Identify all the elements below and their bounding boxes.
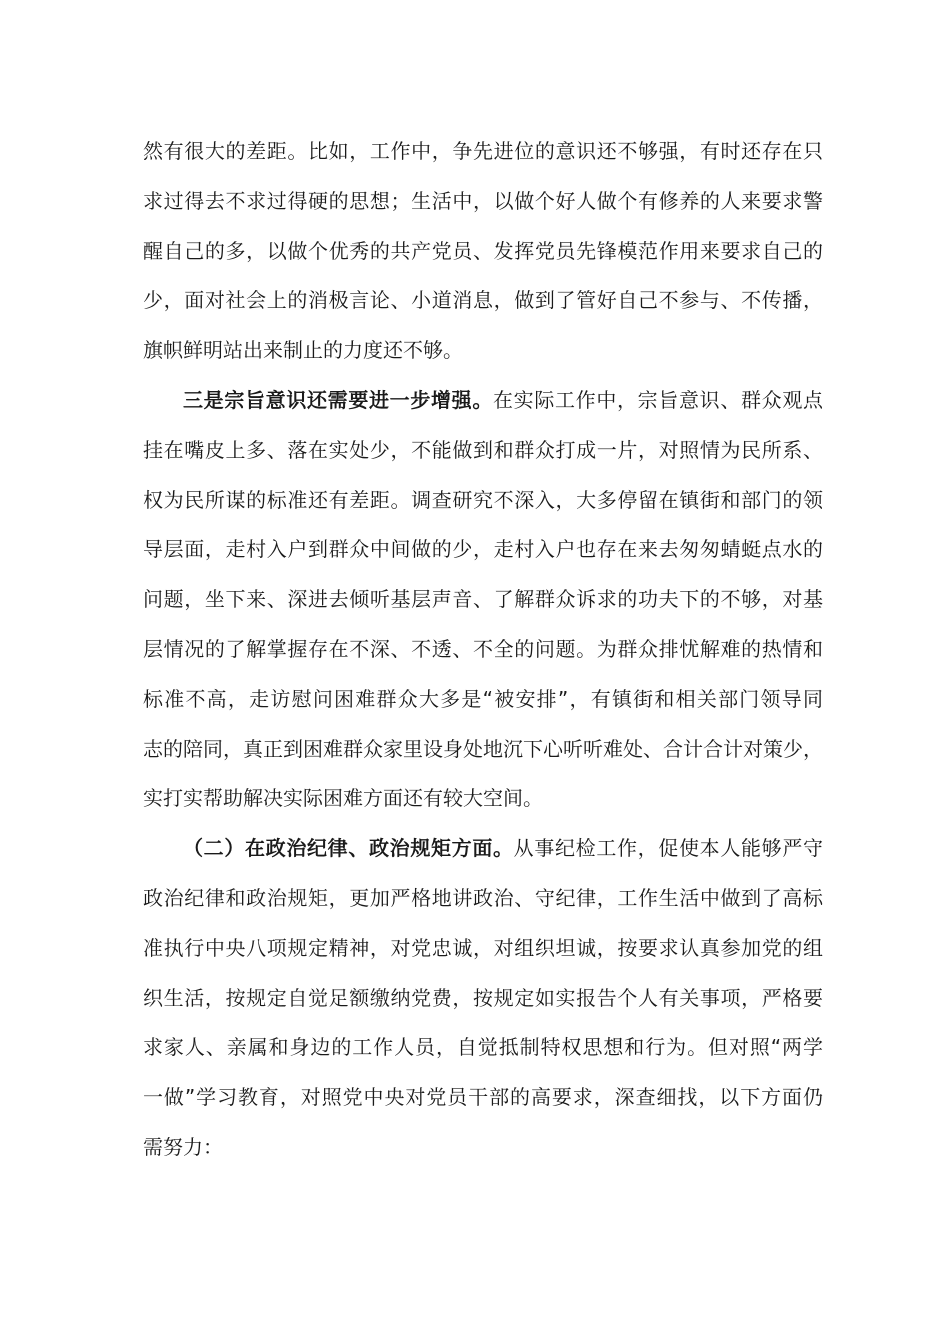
paragraph-line: 然有很大的差距。比如，工作中，争先进位的意识还不够强，有时还存在只 — [143, 139, 823, 163]
document-body — [143, 127, 823, 1173]
paragraph-line: 醒自己的多，以做个优秀的共产党员、发挥党员先锋模范作用来要求自己的 — [143, 238, 823, 263]
paragraph-line: 旗帜鲜明站出来制止的力度还不够。 — [143, 338, 463, 363]
paragraph-line: 需努力： — [143, 1134, 223, 1159]
paragraph-line: 准执行中央八项规定精神，对党忠诚，对组织坦诚，按要求认真参加党的组 — [143, 935, 823, 960]
paragraph-line: 少，面对社会上的消极言论、小道消息，做到了管好自己不参与、不传播， — [143, 288, 823, 313]
paragraph-line: 层情况的了解掌握存在不深、不透、不全的问题。为群众排忧解难的热情和 — [143, 636, 823, 661]
paragraph-first-line — [143, 376, 823, 426]
paragraph-line: 织生活，按规定自觉足额缴纳党费，按规定如实报告个人有关事项，严格要 — [143, 985, 823, 1010]
paragraph-line: 求过得去不求过得硬的思想；生活中，以做个好人做个有修养的人来要求警 — [143, 188, 823, 213]
paragraph-line: 志的陪同，真正到困难群众家里设身处地沉下心听听难处、合计合计对策少， — [143, 736, 823, 761]
paragraph-line: 挂在嘴皮上多、落在实处少，不能做到和群众打成一片，对照情为民所系、 — [143, 437, 823, 462]
paragraph-text: 从事纪检工作，促使本人能够严守 — [513, 836, 823, 861]
paragraph-first-line — [143, 824, 823, 874]
paragraph-line: 权为民所谋的标准还有差距。调查研究不深入，大多停留在镇街和部门的领 — [143, 487, 823, 512]
paragraph-line: 一做”学习教育，对照党中央对党员干部的高要求，深查细找，以下方面仍 — [143, 1085, 823, 1110]
paragraph-line: 求家人、亲属和身边的工作人员，自觉抵制特权思想和行为。但对照“两学 — [143, 1035, 823, 1060]
paragraph-line: 导层面，走村入户到群众中间做的少，走村入户也存在来去匆匆蜻蜓点水的 — [143, 537, 823, 562]
paragraph-line: 标准不高，走访慰问困难群众大多是“被安排”，有镇街和相关部门领导同 — [143, 686, 823, 711]
section-heading-2: （二）在政治纪律、政治规矩方面。 — [183, 836, 514, 861]
paragraph-line: 实打实帮助解决实际困难方面还有较大空间。 — [143, 786, 543, 811]
paragraph-line: 政治纪律和政治规矩，更加严格地讲政治、守纪律，工作生活中做到了高标 — [143, 885, 823, 910]
section-heading-3: 三是宗旨意识还需要进一步增强。 — [183, 387, 493, 412]
paragraph-text: 在实际工作中，宗旨意识、群众观点 — [493, 387, 823, 412]
paragraph-line: 问题，坐下来、深进去倾听基层声音、了解群众诉求的功夫下的不够，对基 — [143, 587, 823, 612]
